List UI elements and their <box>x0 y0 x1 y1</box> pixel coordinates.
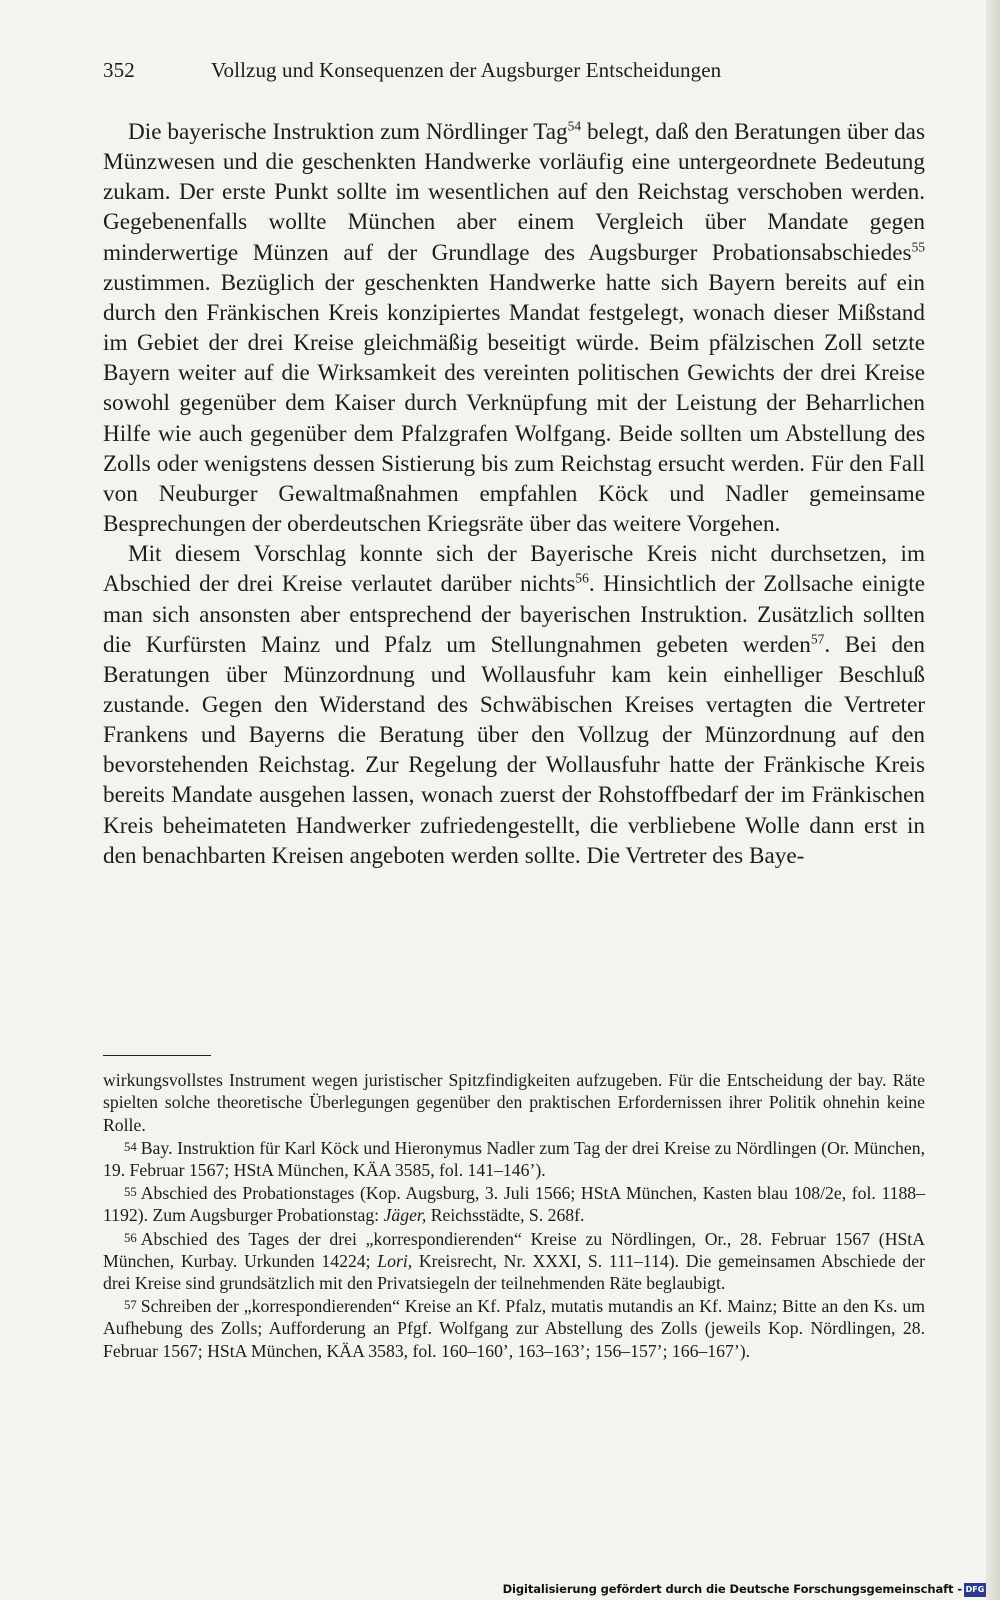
text-run: zustimmen. Bezüglich der geschenkten Handwerke hatte sich Bayern bereits auf ein durch den Fränkischen Kreis konzipiertes Mandat festgelegt, wonach dieser Mißstand im Gebiet der drei Kreise gleichmäßig beseitigt würde. Beim pfälzischen Zoll setzte Bayern weiter auf die Wirksamkeit des vereinten politischen Gewichts der drei Kreise sowohl gegenüber dem Kaiser durch Verknüpfung mit der Leistung der Beharrlichen Hilfe wie auch gegenüber dem Pfalzgrafen Wolfgang. Beide sollten um Abstellung des Zolls oder wenigstens dessen Sistierung bis zum Reichstag ersucht werden. Für den Fall von Neuburger Gewaltmaßnahmen empfahlen Köck und Nadler gemeinsame Besprechungen der oberdeutschen Kriegsräte über das weitere Vorgehen. <box>103 269 925 538</box>
footnote-ref-56[interactable]: 56 <box>575 571 589 587</box>
footnote-text: Bay. Instruktion für Karl Köck und Hieronymus Nadler zum Tag der drei Kreise zu Nördlingen (Or. München, 19. Februar 1567; HStA München, KÄA 3585, fol. 141–146’). <box>103 1137 925 1180</box>
running-header <box>103 56 823 84</box>
footnote-54 <box>103 1136 925 1181</box>
footnote-ref-54[interactable]: 54 <box>567 118 582 134</box>
footnote-continuation: wirkungsvollstes Instrument wegen juristischer Spitzfindigkeiten aufzugeben. Für die Entscheidung der bay. Räte spielten solche theoretische Überlegungen gegenüber den praktischen Erfordernissen ihrer Politik ohnehin keine Rolle. <box>103 1070 925 1135</box>
footnote-55 <box>103 1181 925 1226</box>
footnote-number: 56 <box>124 1230 137 1245</box>
text-run: . Hinsichtlich der Zollsache einigte man sich ansonsten aber entsprechend der bayerischen Instruktion. Zusätzlich sollten die Kurfürsten Mainz und Pfalz um Stellungnahmen gebeten werden <box>103 571 925 658</box>
footnotes <box>103 1069 925 1362</box>
text-run: Mit diesem Vorschlag konnte sich der Bayerische Kreis nicht durchsetzen, im Abschied der drei Kreise verlautet darüber nichts <box>103 541 925 598</box>
footnote-number: 57 <box>124 1298 137 1313</box>
paragraph-2 <box>103 539 925 871</box>
running-title: Vollzug und Konsequenzen der Augsburger Entscheidungen <box>211 58 722 82</box>
footnote-56 <box>103 1227 925 1295</box>
footnote-divider <box>103 1055 211 1056</box>
author-name: Jäger, <box>383 1205 427 1226</box>
footnote-ref-57[interactable]: 57 <box>810 631 825 647</box>
author-name: Lori, <box>377 1250 413 1271</box>
text-run: Die bayerische Instruktion zum Nördlinger Tag <box>128 119 568 145</box>
page-number: 352 <box>103 58 135 82</box>
footnote-number: 54 <box>124 1139 137 1154</box>
footnote-text: Kreisrecht, Nr. XXXI, S. 111–114). Die gemeinsamen Abschiede der drei Kreise sind grundsätzlich mit den Privatsiegeln der teilnehmenden Räte beglaubigt. <box>103 1250 925 1294</box>
footnote-57 <box>103 1294 925 1362</box>
paragraph-1 <box>103 117 925 539</box>
footnote-number: 55 <box>124 1185 137 1200</box>
footnote-text: Reichsstädte, S. 268f. <box>426 1205 585 1226</box>
page-edge-shadow <box>986 0 1000 1600</box>
text-run: belegt, daß den Beratungen über das Münzwesen und die geschenkten Handwerke vorläufig eine untergeordnete Bedeutung zukam. Der erste Punkt sollte im wesentlichen auf den Reichstag verschoben werden. Gegebenenfalls wollte München aber einem Vergleich über Mandate gegen minderwertige Münzen auf der Grundlage des Augsburger Probationsabschiedes <box>103 119 925 266</box>
dfg-logo: DFG <box>964 1583 986 1597</box>
footnote-ref-55[interactable]: 55 <box>911 239 925 255</box>
footnote-text: Abschied des Probationstages (Kop. Augsburg, 3. Juli 1566; HStA München, Kasten blau 108/2e, fol. 1188–1192). Zum Augsburger Probationstag: <box>103 1183 925 1226</box>
digitization-credit: Digitalisierung gefördert durch die Deutsche Forschungsgemeinschaft - <box>502 1582 962 1596</box>
footnote-text: Abschied des Tages der drei „korrespondierenden“ Kreise zu Nördlingen, Or., 28. Februar 1567 (HStA München, Kurbay. Urkunden 14224; <box>103 1228 925 1271</box>
main-text <box>103 117 925 871</box>
text-run: . Bei den Beratungen über Münzordnung und Wollausfuhr kam kein einhelliger Beschluß zustande. Gegen den Widerstand des Schwäbischen Kreises vertagten die Vertreter Frankens und Bayerns die Beratung über den Vollzug der Münzordnung auf den bevorstehenden Reichstag. Zur Regelung der Wollausfuhr hatte der Fränkische Kreis bereits Mandate ausgehen lassen, wonach zuerst der Rohstoffbedarf der im Fränkischen Kreis beheimateten Handwerker zufriedengestellt, die verbliebene Wolle dann erst in den benachbarten Kreisen angeboten werden sollte. Die Vertreter des Baye- <box>103 631 925 869</box>
footnote-text: Schreiben der „korrespondierenden“ Kreise an Kf. Pfalz, mutatis mutandis an Kf. Mainz; Bitte an den Ks. um Aufhebung des Zolls; Aufforderung an Pfgf. Wolfgang zur Abstellung des Zolls (jeweils Kop. Nördlingen, 28. Februar 1567; HStA München, KÄA 3583, fol. 160–160’, 163–163’; 156–157’; 166–167’). <box>103 1296 925 1361</box>
